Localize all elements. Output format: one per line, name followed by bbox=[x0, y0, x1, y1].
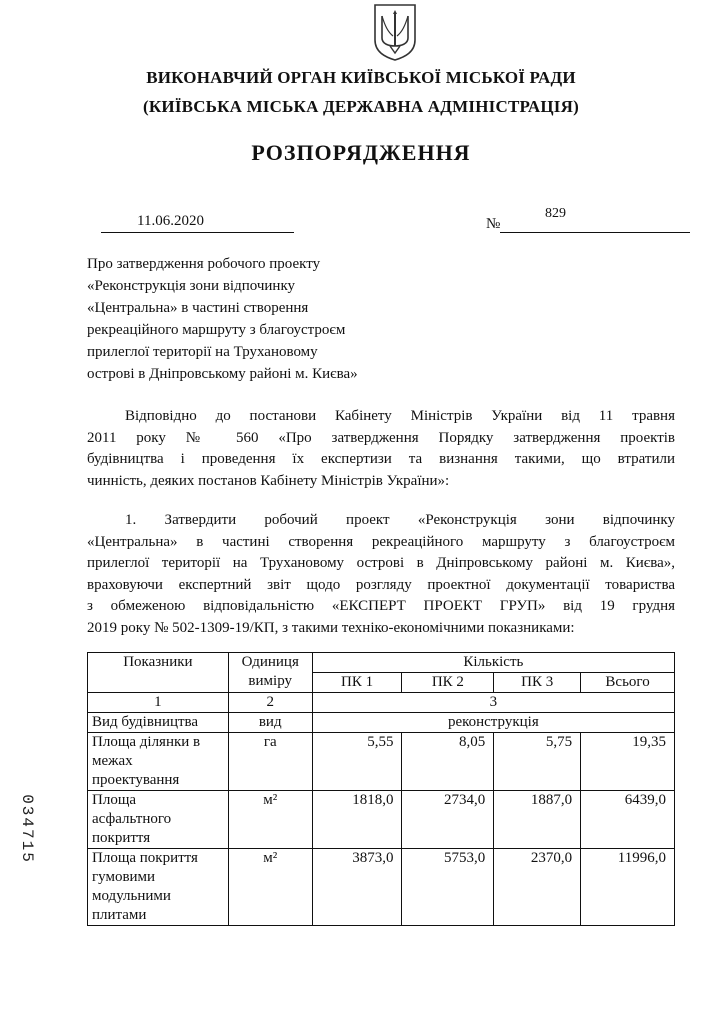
paragraph-line: враховуючи експертний звіт щодо розгляду проектної документації товариства bbox=[87, 576, 675, 593]
number-underline bbox=[500, 232, 690, 233]
subheader-cell: Всього bbox=[581, 673, 675, 693]
row-label bbox=[88, 849, 229, 926]
number-sign: № bbox=[486, 216, 501, 232]
row-value: 19,35 bbox=[581, 733, 675, 791]
row-value: 5,75 bbox=[494, 733, 581, 791]
table-row bbox=[88, 733, 675, 791]
document-date: 11.06.2020 bbox=[137, 213, 204, 229]
row-label: Вид будівництва bbox=[88, 713, 229, 733]
subject-line: прилеглої території на Трухановому bbox=[87, 344, 318, 360]
row-value: 5,55 bbox=[312, 733, 402, 791]
column-number: 2 bbox=[228, 693, 312, 713]
table-row bbox=[88, 713, 675, 733]
row-value: 1887,0 bbox=[494, 791, 581, 849]
subject-line: «Реконструкція зони відпочинку bbox=[87, 278, 296, 294]
subject-line: Про затвердження робочого проекту bbox=[87, 256, 321, 272]
document-title: РОЗПОРЯДЖЕННЯ bbox=[251, 140, 471, 165]
row-label-line: Площа bbox=[92, 792, 137, 808]
paragraph-line: Відповідно до постанови Кабінету Міністрів України від 11 травня bbox=[125, 408, 675, 424]
row-label-line: Площа ділянки в bbox=[92, 734, 201, 750]
row-label-line: плитами bbox=[92, 907, 147, 923]
header-unit-line: виміру bbox=[248, 673, 292, 689]
paragraph-line: 2019 року № 502-1309-19/КП, з такими техніко-економічними показниками: bbox=[87, 619, 575, 636]
row-label-line: асфальтного bbox=[92, 811, 172, 827]
organization-name-line2: (КИЇВСЬКА МІСЬКА ДЕРЖАВНА АДМІНІСТРАЦІЯ) bbox=[143, 97, 579, 116]
table-column-numbers-row bbox=[88, 693, 675, 713]
table-row bbox=[88, 849, 675, 926]
paragraph-line: 2011 року № 560 «Про затвердження Порядку затвердження проектів bbox=[87, 429, 675, 446]
row-label-line: межах bbox=[92, 753, 133, 769]
subject-line: «Центральна» в частині створення bbox=[87, 300, 309, 316]
row-value: реконструкція bbox=[312, 713, 674, 733]
row-unit: м² bbox=[228, 849, 312, 926]
table-row bbox=[88, 791, 675, 849]
paragraph-line: «Центральна» в частині створення рекреаційного маршруту з благоустроєм bbox=[87, 533, 675, 550]
row-label-line: Площа покриття bbox=[92, 850, 198, 866]
row-label-line: покриття bbox=[92, 830, 151, 846]
row-value: 8,05 bbox=[402, 733, 494, 791]
subheader-cell: ПК 3 bbox=[494, 673, 581, 693]
paragraph-item-1 bbox=[87, 510, 675, 639]
header-unit bbox=[228, 653, 312, 693]
row-unit: м² bbox=[228, 791, 312, 849]
paragraph-preamble bbox=[87, 406, 675, 492]
column-number: 1 bbox=[88, 693, 229, 713]
subject-line: рекреаційного маршруту з благоустроєм bbox=[87, 322, 346, 338]
header-indicators: Показники bbox=[88, 653, 229, 693]
row-value: 5753,0 bbox=[402, 849, 494, 926]
header-unit-line: Одиниця bbox=[241, 654, 299, 670]
row-label-line: проектування bbox=[92, 772, 180, 788]
subheader-cell: ПК 2 bbox=[402, 673, 494, 693]
row-label bbox=[88, 733, 229, 791]
row-unit: га bbox=[228, 733, 312, 791]
subject-line: острові в Дніпровському районі м. Києва» bbox=[87, 366, 358, 382]
table-header-row bbox=[88, 653, 675, 673]
coat-of-arms-icon bbox=[371, 2, 419, 62]
row-value: 2734,0 bbox=[402, 791, 494, 849]
registration-stamp-number: 034715 bbox=[17, 794, 36, 864]
subheader-cell: ПК 1 bbox=[312, 673, 402, 693]
column-number: 3 bbox=[312, 693, 674, 713]
document-subject bbox=[87, 253, 417, 385]
row-unit: вид bbox=[228, 713, 312, 733]
indicators-table bbox=[87, 652, 675, 926]
row-label-line: модульними bbox=[92, 888, 171, 904]
paragraph-line: прилеглої території на Трухановому острові в Дніпровському районі м. Києва», bbox=[87, 555, 675, 571]
row-value: 1818,0 bbox=[312, 791, 402, 849]
row-value: 11996,0 bbox=[581, 849, 675, 926]
row-value: 2370,0 bbox=[494, 849, 581, 926]
organization-name-line1: ВИКОНАВЧИЙ ОРГАН КИЇВСЬКОЇ МІСЬКОЇ РАДИ bbox=[146, 68, 576, 87]
date-underline bbox=[101, 232, 294, 233]
paragraph-line: будівництва і проведення їх експертизи та визнання такими, що втратили bbox=[87, 451, 675, 467]
paragraph-line: чинність, деяких постанов Кабінету Міністрів України»: bbox=[87, 472, 450, 489]
paragraph-line: 1. Затвердити робочий проект «Реконструкція зони відпочинку bbox=[125, 512, 675, 528]
row-value: 3873,0 bbox=[312, 849, 402, 926]
row-label-line: гумовими bbox=[92, 869, 156, 885]
document-number: 829 bbox=[545, 206, 566, 221]
row-value: 6439,0 bbox=[581, 791, 675, 849]
row-label bbox=[88, 791, 229, 849]
paragraph-line: з обмеженою відповідальністю «ЕКСПЕРТ ПРОЕКТ ГРУП» від 19 грудня bbox=[87, 598, 675, 614]
header-quantity: Кількість bbox=[312, 653, 674, 673]
